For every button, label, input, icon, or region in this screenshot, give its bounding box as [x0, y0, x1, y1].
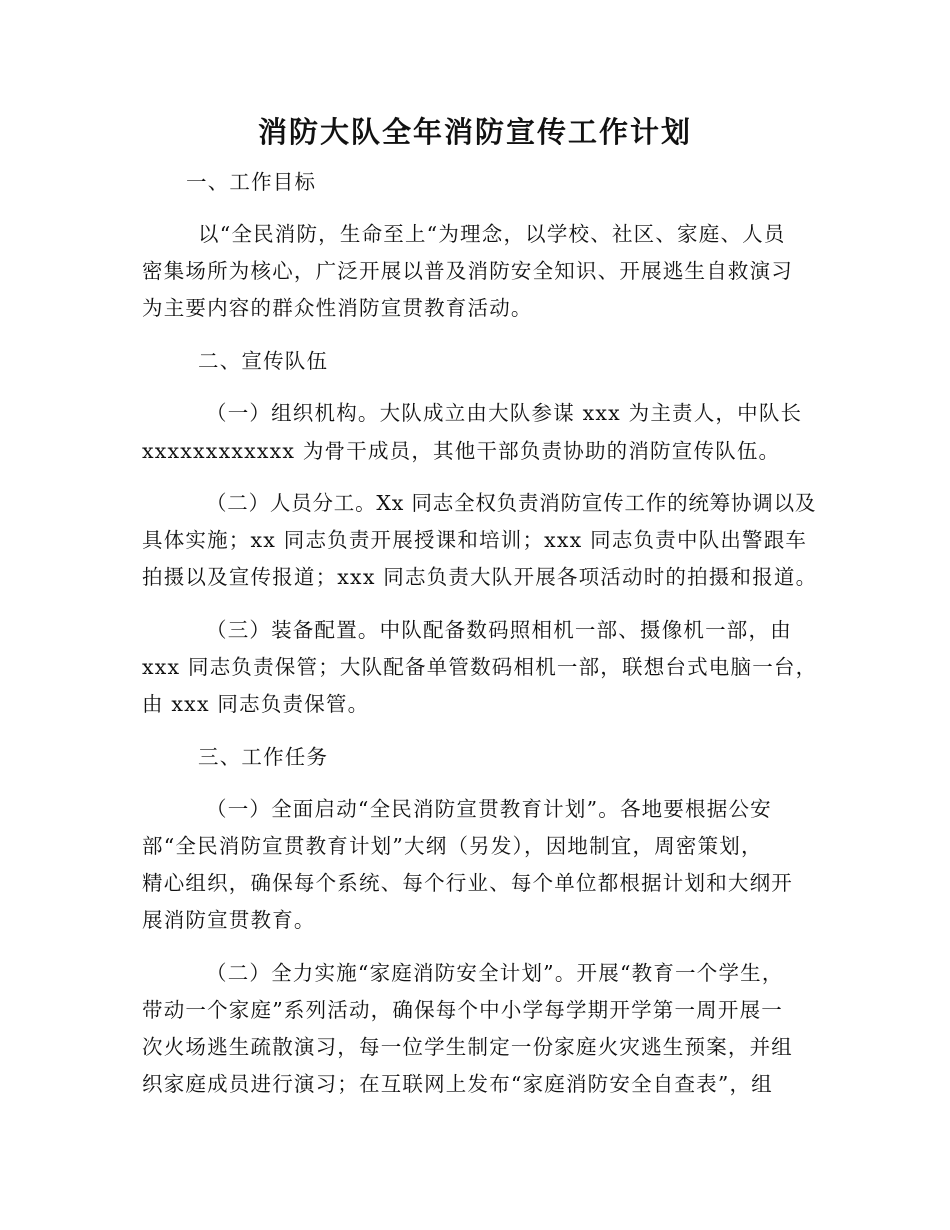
paragraph-line: 由 xxx 同志负责保管。: [142, 692, 370, 716]
paragraph-line: （一）组织机构。大队成立由大队参谋 xxx 为主责人，中队长: [206, 401, 803, 425]
paragraph-line: 密集场所为核心，广泛开展以普及消防安全知识、开展逃生自救演习: [142, 259, 793, 283]
paragraph-line: 带动一个家庭”系列活动，确保每个中小学每学期开学第一周开展一: [142, 998, 783, 1022]
paragraph-line: 以“全民消防，生命至上“为理念，以学校、社区、家庭、人员: [198, 222, 786, 246]
paragraph-line: xxxxxxxxxxxx 为骨干成员，其他干部负责协助的消防宣传队伍。: [142, 439, 781, 463]
section-heading-2: 二、宣传队伍: [198, 349, 329, 373]
paragraph-line: （二）人员分工。Xx 同志全权负责消防宣传工作的统筹协调以及: [206, 491, 817, 515]
section-heading-1: 一、工作目标: [186, 170, 317, 194]
paragraph-line: 拍摄以及宣传报道；xxx 同志负责大队开展各项活动时的拍摄和报道。: [142, 565, 818, 589]
document-title: 消防大队全年消防宣传工作计划: [257, 115, 692, 149]
paragraph-line: 展消防宣贯教育。: [142, 908, 316, 932]
paragraph-line: （二）全力实施“家庭消防安全计划”。开展“教育一个学生，: [206, 961, 784, 985]
paragraph-line: 具体实施；xx 同志负责开展授课和培训；xxx 同志负责中队出警跟车: [142, 528, 808, 552]
paragraph-line: 部“全民消防宣贯教育计划”大纲（另发），因地制宜，周密策划，: [142, 834, 763, 858]
paragraph-line: xxx 同志负责保管；大队配备单管数码相机一部，联想台式电脑一台，: [142, 655, 818, 679]
paragraph-line: 精心组织，确保每个系统、每个行业、每个单位都根据计划和大纲开: [142, 871, 793, 895]
paragraph-line: 织家庭成员进行演习；在互联网上发布“家庭消防安全自查表”，组: [142, 1072, 773, 1096]
paragraph-line: 为主要内容的群众性消防宣贯教育活动。: [142, 296, 533, 320]
paragraph-line: （三）装备配置。中队配备数码照相机一部、摄像机一部，由: [206, 618, 792, 642]
paragraph-line: （一）全面启动“全民消防宣贯教育计划”。各地要根据公安: [206, 797, 772, 821]
section-heading-3: 三、工作任务: [198, 745, 329, 769]
paragraph-line: 次火场逃生疏散演习，每一位学生制定一份家庭火灾逃生预案，并组: [142, 1035, 793, 1059]
